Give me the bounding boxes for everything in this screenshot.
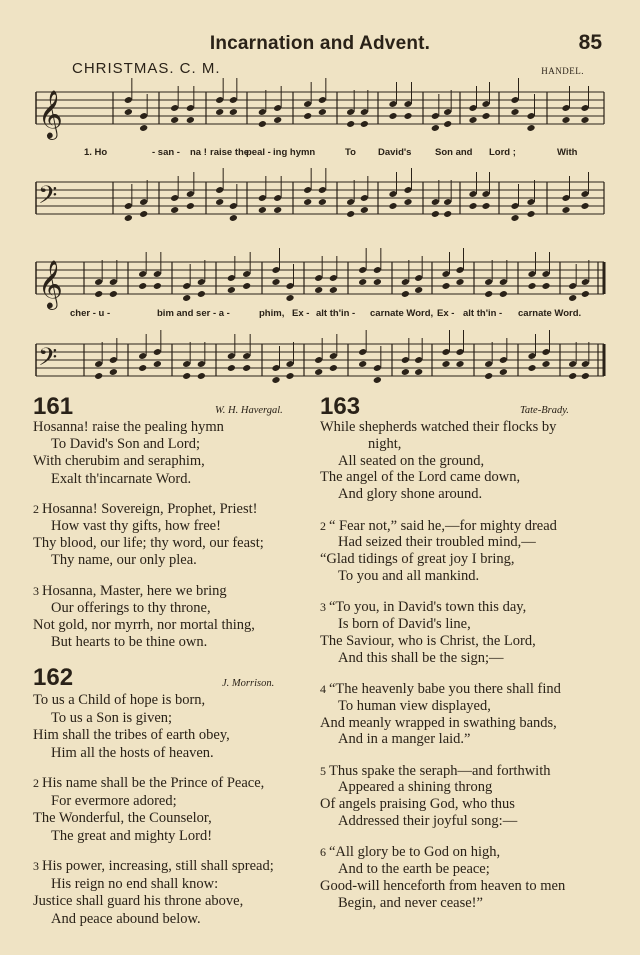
verse-text: Him all the hosts of heaven. xyxy=(51,744,214,761)
verse-text: The Wonderful, the Counselor, xyxy=(33,810,212,826)
verse-line xyxy=(33,894,243,909)
verse-line xyxy=(33,536,264,551)
verse-line xyxy=(33,859,274,874)
verse-text: Justice shall guard his throne above, xyxy=(33,893,244,909)
verse-text: Begin, and never cease!” xyxy=(338,894,483,911)
verse-line xyxy=(51,635,207,650)
verse-line xyxy=(320,879,565,894)
verse-line xyxy=(368,437,401,452)
lyric-syllable: ing hymn xyxy=(273,147,316,158)
verse-line xyxy=(51,472,191,487)
verse-number: 3 xyxy=(33,583,42,598)
verse-line xyxy=(33,502,257,517)
lyric-syllable: Lord ; xyxy=(489,147,516,158)
verse-line xyxy=(33,420,224,435)
lyric-syllable: carnate Word, xyxy=(370,308,434,319)
verse-line xyxy=(338,569,479,584)
verse-text: To human view displayed, xyxy=(338,697,491,714)
verse-number: 2 xyxy=(33,501,42,516)
verse-text: The angel of the Lord came down, xyxy=(320,469,521,486)
verse-line xyxy=(338,651,504,666)
verse-line xyxy=(51,877,218,892)
verse-number: 6 xyxy=(320,845,329,860)
lyric-syllable: Ex - xyxy=(437,308,455,319)
verse-text: To you and all mankind. xyxy=(338,567,480,584)
verse-line xyxy=(33,584,227,599)
verse-text: Appeared a shining throng xyxy=(338,779,493,796)
verse-line xyxy=(338,862,490,877)
lyric-syllable: raise the xyxy=(210,147,250,158)
verse-line xyxy=(51,553,197,568)
verse-text: “To you, in David's town this day, xyxy=(329,599,527,616)
hymn-number: 163 xyxy=(320,393,361,420)
svg-text:𝄢: 𝄢 xyxy=(38,343,58,378)
verse-text: To us a Son is given; xyxy=(51,709,173,726)
verse-number: 2 xyxy=(320,518,329,533)
verse-text: All seated on the ground, xyxy=(338,452,485,469)
lyric-syllable: bim and ser - a - xyxy=(157,308,230,319)
verse-line xyxy=(320,519,557,534)
verse-text: And to the earth be peace; xyxy=(338,861,490,878)
verse-line xyxy=(320,552,515,567)
verse-line xyxy=(33,618,255,633)
verse-text: While shepherds watched their flocks by xyxy=(320,419,557,435)
verse-text: Good-will henceforth from heaven to men xyxy=(320,877,566,894)
verse-number: 4 xyxy=(320,681,329,696)
lyric-syllable: phim, xyxy=(259,308,285,319)
verse-text: Addressed their joyful song:— xyxy=(338,813,518,829)
lyric-syllable: peal - xyxy=(246,147,271,158)
verse-text: Is born of David's line, xyxy=(338,616,471,632)
verse-line xyxy=(320,420,556,435)
verse-text: Of angels praising God, who thus xyxy=(320,796,515,813)
verse-line xyxy=(338,896,483,911)
verse-text: Thus spake the seraph—and forthwith xyxy=(329,762,551,779)
verse-line xyxy=(320,682,561,697)
lyric-syllable: carnate Word. xyxy=(518,308,582,319)
verse-text: To David's Son and Lord; xyxy=(51,436,201,453)
verse-text: But hearts to be thine own. xyxy=(51,634,208,651)
verse-line xyxy=(338,454,484,469)
music-score xyxy=(0,0,640,390)
hymn-number: 162 xyxy=(33,664,74,691)
lyric-syllable: alt th'in - xyxy=(463,308,503,319)
svg-text:𝄞: 𝄞 xyxy=(38,259,63,308)
lyric-syllable: To xyxy=(345,147,356,158)
verse-line xyxy=(51,519,221,534)
page-number: 85 xyxy=(578,31,602,54)
verse-line xyxy=(33,693,205,708)
verse-line xyxy=(338,699,491,714)
verse-line xyxy=(338,814,517,829)
verse-line xyxy=(338,487,482,502)
verse-text: Thy name, our only plea. xyxy=(51,552,197,569)
verse-text: Thy blood, our life; thy word, our feast; xyxy=(33,535,264,552)
verse-line xyxy=(338,617,471,632)
verse-text: Him shall the tribes of earth obey, xyxy=(33,727,230,743)
verse-text: And meanly wrapped in swathing bands, xyxy=(320,714,557,731)
verse-text: “ Fear not,” said he,—for mighty dread xyxy=(329,517,557,534)
lyric-syllable: na ! xyxy=(190,147,207,158)
verse-text: Hosanna! raise the pealing hymn xyxy=(33,419,224,435)
verse-text: And this shall be the sign;— xyxy=(338,649,504,666)
verse-line xyxy=(320,845,500,860)
verse-text: Hosanna, Master, here we bring xyxy=(42,582,227,599)
verse-number: 3 xyxy=(320,600,329,615)
verse-text: night, xyxy=(368,435,402,452)
lyric-syllable: alt th'in - xyxy=(316,308,356,319)
lyric-syllable: Son and xyxy=(435,147,473,158)
verse-line xyxy=(51,794,177,809)
verse-text: How vast thy gifts, how free! xyxy=(51,518,221,534)
svg-text:𝄢: 𝄢 xyxy=(38,181,58,216)
verse-text: To us a Child of hope is born, xyxy=(33,692,206,708)
hymn-author: Tate-Brady. xyxy=(520,405,569,416)
verse-line xyxy=(33,728,230,743)
verse-line xyxy=(51,912,201,927)
bar-lines xyxy=(36,92,604,376)
clefs xyxy=(38,89,63,378)
verse-line xyxy=(320,600,526,615)
verse-text: With cherubim and seraphim, xyxy=(33,453,205,470)
verse-text: Hosanna! Sovereign, Prophet, Priest! xyxy=(42,500,258,517)
verse-line xyxy=(51,437,200,452)
verse-text: His name shall be the Prince of Peace, xyxy=(42,775,265,791)
hymn-number: 161 xyxy=(33,393,74,420)
verse-text: “The heavenly babe you there shall find xyxy=(329,680,561,697)
tune-name: CHRISTMAS. C. M. xyxy=(72,60,221,77)
verse-text: Exalt th'incarnate Word. xyxy=(51,470,192,487)
lyric-syllable: 1. Ho xyxy=(84,147,108,158)
verse-number: 3 xyxy=(33,859,42,873)
verse-line xyxy=(338,535,536,550)
verse-text: “All glory be to God on high, xyxy=(329,844,501,861)
lyric-syllable: David's xyxy=(378,147,412,158)
lyric-syllable: Ex - xyxy=(292,308,310,319)
verse-line xyxy=(320,634,536,649)
hymn-author: J. Morrison. xyxy=(222,678,275,689)
verse-text: For evermore adored; xyxy=(51,792,177,809)
verse-text: “Glad tidings of great joy I bring, xyxy=(320,551,515,568)
verse-line xyxy=(320,797,515,812)
verse-text: And in a manger laid.” xyxy=(338,731,471,748)
verse-text: The great and mighty Lord! xyxy=(51,827,213,844)
verse-line xyxy=(51,746,214,761)
verse-number: 2 xyxy=(33,776,42,790)
verse-line xyxy=(33,776,264,791)
lyric-syllable: cher - u - xyxy=(70,308,111,319)
lyric-syllable: With xyxy=(557,147,578,158)
page-title: Incarnation and Advent. xyxy=(209,33,431,54)
svg-text:𝄞: 𝄞 xyxy=(38,89,63,138)
verse-text: The Saviour, who is Christ, the Lord, xyxy=(320,632,536,649)
verse-line xyxy=(33,811,212,826)
staff-lines xyxy=(36,92,604,376)
verse-line xyxy=(320,470,520,485)
verse-line xyxy=(51,601,211,616)
verse-text: Had seized their troubled mind,— xyxy=(338,534,536,551)
verse-text: His reign no end shall know: xyxy=(51,875,219,892)
verse-line xyxy=(51,711,172,726)
lyric-syllable: - san - xyxy=(152,147,180,158)
verse-line xyxy=(320,716,557,731)
verse-text: Not gold, nor myrrh, nor mortal thing, xyxy=(33,617,255,633)
verse-text: Our offerings to thy throne, xyxy=(51,599,211,616)
composer: HANDEL. xyxy=(541,66,584,76)
verse-number: 5 xyxy=(320,763,329,778)
hymn-author: W. H. Havergal. xyxy=(215,405,283,416)
verse-line xyxy=(338,780,492,795)
verse-line xyxy=(320,764,550,779)
verse-text: And peace abound below. xyxy=(51,910,201,927)
verse-line xyxy=(33,454,205,469)
verse-text: His power, increasing, still shall spread; xyxy=(42,858,274,874)
verse-line xyxy=(51,829,212,844)
verse-line xyxy=(338,732,470,747)
verse-text: And glory shone around. xyxy=(338,486,483,503)
